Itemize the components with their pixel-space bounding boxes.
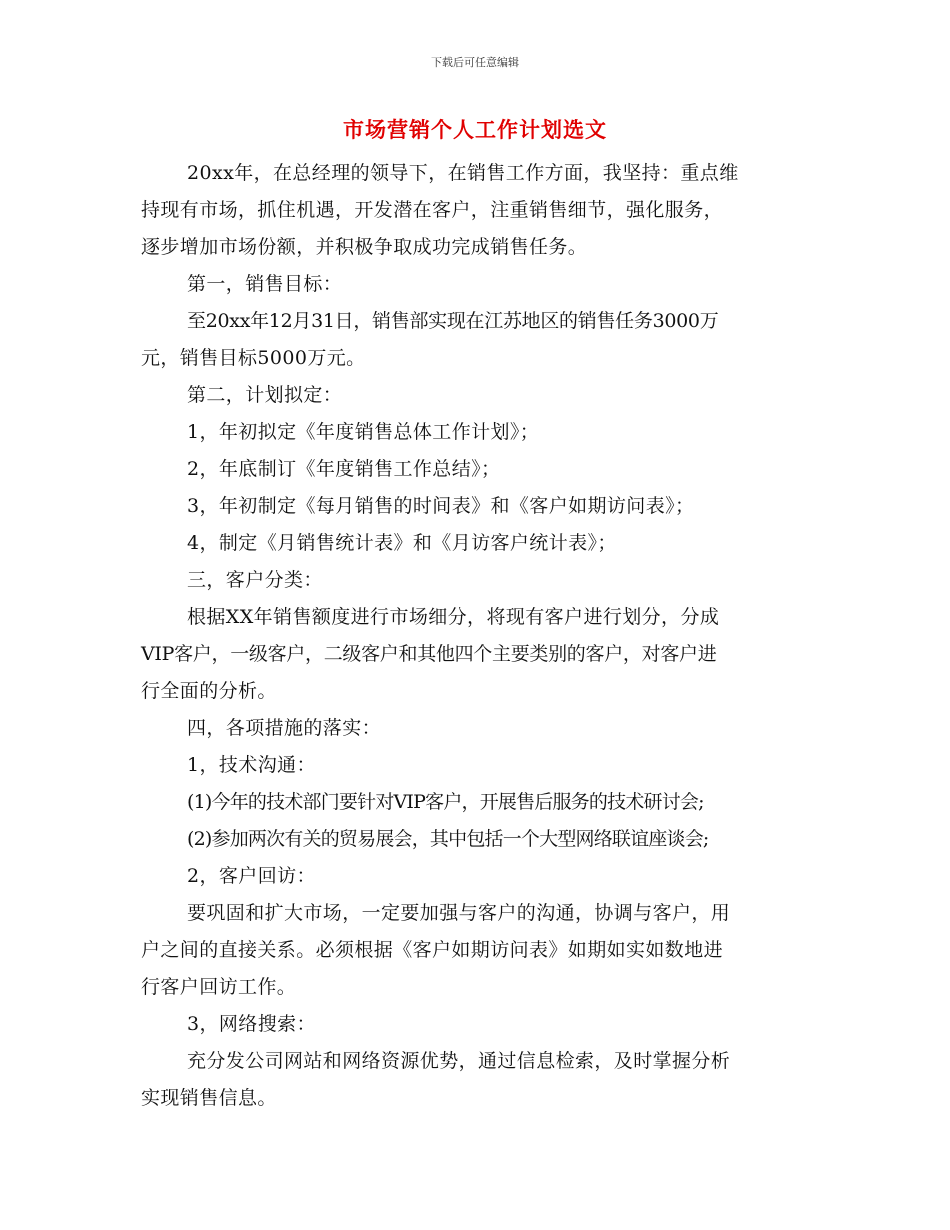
sub-heading: 3，网络搜索： [187,1013,316,1035]
paragraph-line: 行全面的分析。 [141,680,277,702]
paragraph-line: 根据XX年销售额度进行市场细分，将现有客户进行划分，分成 [187,606,720,628]
section-heading: 第二，计划拟定： [187,384,343,406]
document-body [141,155,821,1117]
list-item: 1，年初拟定《年度销售总体工作计划》； [187,421,540,443]
paragraph-line: VIP客户，一级客户，二级客户和其他四个主要类别的客户，对客户进 [141,643,717,665]
list-item: 2，年底制订《年度销售工作总结》； [187,458,501,480]
paragraph-line: 持现有市场，抓住机遇，开发潜在客户，注重销售细节，强化服务， [141,199,724,221]
paragraph-line: 行客户回访工作。 [141,976,297,998]
section-heading: 第一，销售目标： [187,273,343,295]
section-heading: 四，各项措施的落实： [187,717,382,739]
sub-heading: 1，技术沟通： [187,754,316,776]
paragraph-line: 至20xx年12月31日，销售部实现在江苏地区的销售任务3000万 [187,310,719,332]
sub-heading: 2，客户回访： [187,865,316,887]
header-note: 下载后可任意编辑 [431,56,519,69]
paragraph-line: 逐步增加市场份额，并积极争取成功完成销售任务。 [141,236,588,258]
list-item: 4，制定《月销售统计表》和《月访客户统计表》； [187,532,617,554]
paragraph-line: 元，销售目标5000万元。 [141,347,366,369]
paragraph-line: 要巩固和扩大市场，一定要加强与客户的沟通，协调与客户，用 [187,902,731,924]
list-item: (1)今年的技术部门要针对VIP客户，开展售后服务的技术研讨会; [187,791,704,813]
paragraph-line: 实现销售信息。 [141,1087,277,1109]
paragraph-line: 户之间的直接关系。必须根据《客户如期访问表》如期如实如数地进 [141,939,724,961]
section-heading: 三，客户分类： [187,569,323,591]
paragraph-line: 20xx年，在总经理的领导下，在销售工作方面，我坚持：重点维 [187,162,739,184]
list-item: 3，年初制定《每月销售的时间表》和《客户如期访问表》； [187,495,695,517]
paragraph-line: 充分发公司网站和网络资源优势，通过信息检索，及时掌握分析 [187,1050,731,1072]
document-title: 市场营销个人工作计划选文 [343,118,607,142]
list-item: (2)参加两次有关的贸易展会，其中包括一个大型网络联谊座谈会; [187,828,709,850]
